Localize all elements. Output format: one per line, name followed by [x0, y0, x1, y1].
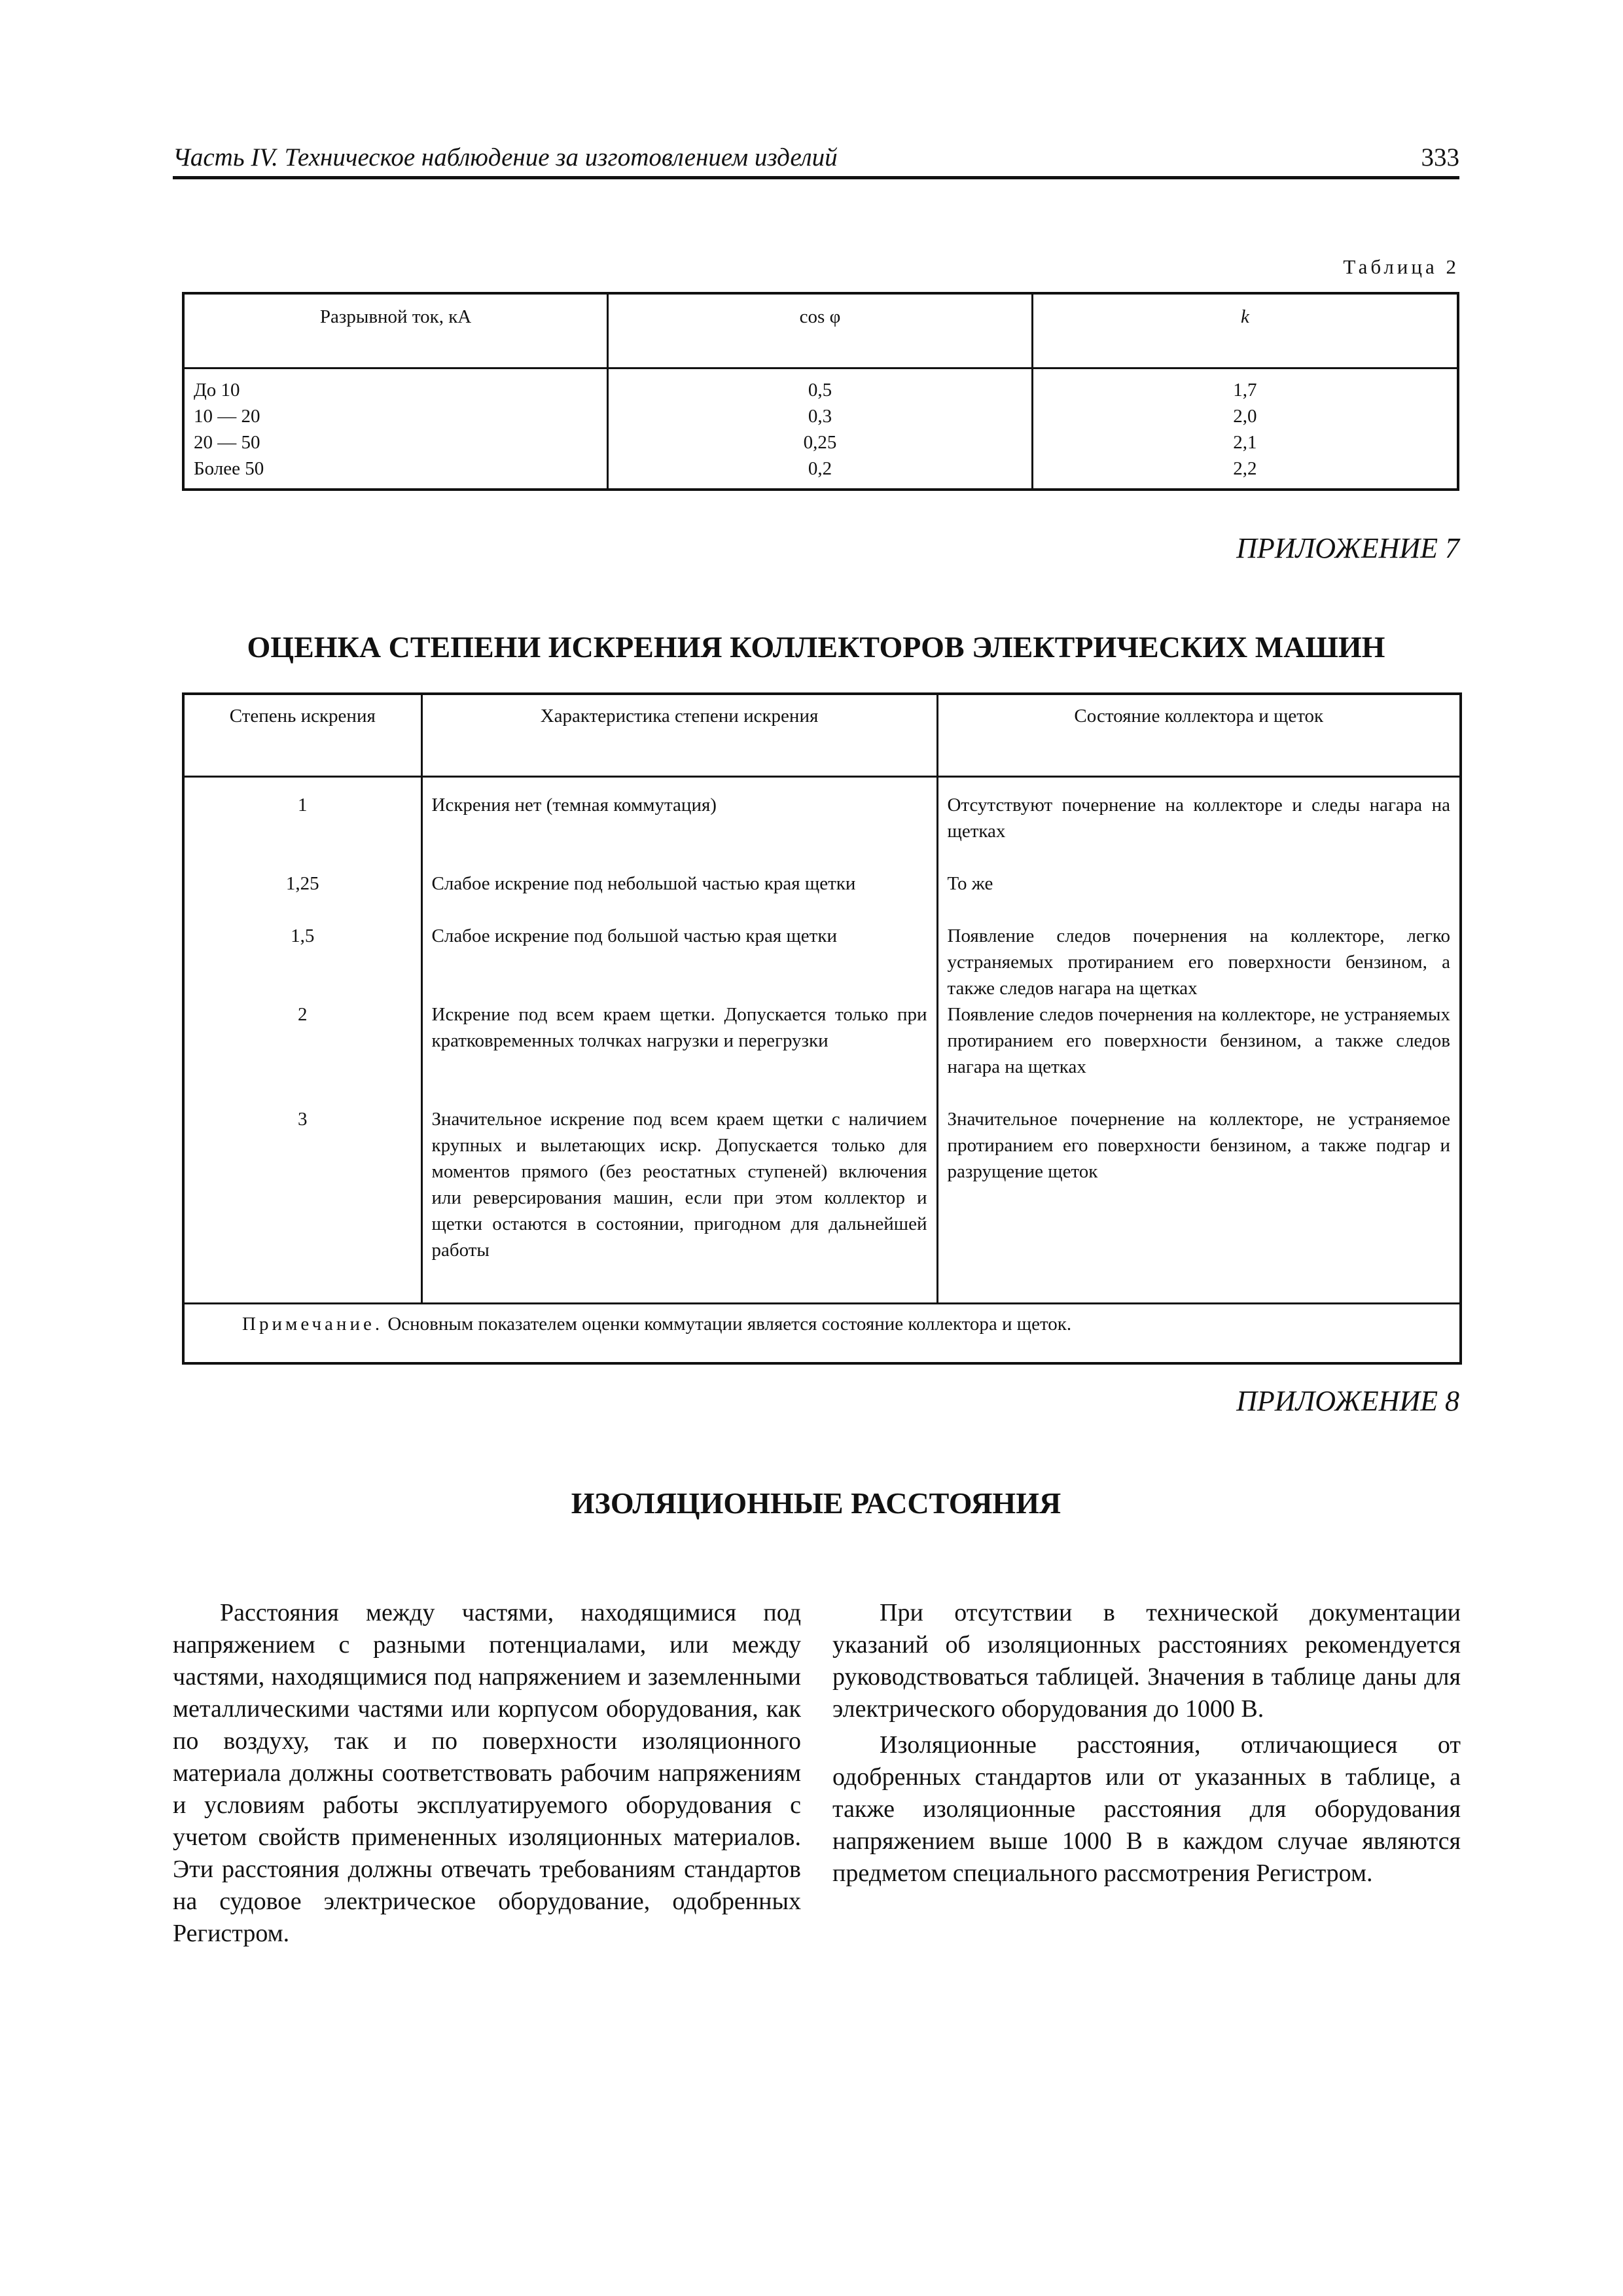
appendix7-label: ПРИЛОЖЕНИЕ 7 — [1236, 532, 1459, 564]
table-cell: 2,1 — [1233, 432, 1257, 453]
table2-header-k-text: k — [1240, 306, 1249, 327]
table-cell: 2,0 — [1233, 406, 1257, 427]
table-cell: 0,2 — [808, 458, 832, 479]
sparking-state: Появление следов почернения на коллекторе, легко устраняемых протиранием его поверхности бензином, а также следов нагара на щетках — [937, 923, 1461, 1001]
table2-header-current: Разрывной ток, кА — [183, 293, 608, 368]
sparking-characteristic: Искрения нет (темная коммутация) — [421, 777, 937, 871]
table-cell: 2,2 — [1233, 458, 1257, 479]
page-number: 333 — [1421, 143, 1459, 171]
sparking-header-degree: Степень искрения — [183, 694, 421, 777]
sparking-characteristic: Искрение под всем краем щетки. Допускается только при кратковременных толчках нагрузки и перегрузки — [421, 1001, 937, 1106]
appendix8-label: ПРИЛОЖЕНИЕ 8 — [1236, 1385, 1459, 1417]
table-row — [183, 870, 1461, 923]
table-cell: Более 50 — [194, 458, 264, 479]
table-note — [183, 1304, 1461, 1364]
sparking-characteristic: Значительное искрение под всем краем щетки с наличием крупных и вылетающих искр. Допускается только для моментов прямого (без реостатных ступеней) включения или реверсирования машин, если при этом коллектор и щетки остаются в состоянии, пригодном для дальнейшей работы — [421, 1106, 937, 1304]
left-text-column — [173, 1597, 801, 1954]
sparking-header-state: Состояние коллектора и щеток — [937, 694, 1461, 777]
sparking-degree: 3 — [183, 1106, 421, 1304]
sparking-degree: 1 — [183, 777, 421, 871]
table2-header-k — [1032, 293, 1458, 368]
table2 — [182, 292, 1459, 491]
table-cell: 20 — 50 — [194, 432, 260, 453]
table2-cos-column — [608, 368, 1033, 490]
sparking-degree: 2 — [183, 1001, 421, 1106]
table-row — [183, 1106, 1461, 1304]
table-note-row — [183, 1304, 1461, 1364]
sparking-characteristic: Слабое искрение под большой частью края щетки — [421, 923, 937, 1001]
table-cell: До 10 — [194, 380, 240, 401]
appendix8-title: ИЗОЛЯЦИОННЫЕ РАССТОЯНИЯ — [571, 1486, 1061, 1520]
table-cell: 10 — 20 — [194, 406, 260, 427]
table2-header-cos: cos φ — [608, 293, 1033, 368]
right-text-column — [832, 1597, 1461, 1893]
sparking-state: Отсутствуют почернение на коллекторе и следы нагара на щетках — [937, 777, 1461, 871]
header-rule — [173, 176, 1459, 179]
sparking-degree: 1,5 — [183, 923, 421, 1001]
paragraph: Изоляционные расстояния, отличающиеся от одобренных стандартов или от указанных в таблице, а также изоляционные расстояния для оборудования напряжением выше 1000 В в каждом случае являются предметом специального рассмотрения Регистром. — [832, 1731, 1461, 1887]
table-row — [183, 777, 1461, 871]
table-row — [183, 1001, 1461, 1106]
sparking-degree: 1,25 — [183, 870, 421, 923]
note-text: Основным показателем оценки коммутации является состояние коллектора и щеток. — [387, 1314, 1072, 1335]
note-label: Примечание. — [242, 1314, 383, 1335]
table-row — [183, 368, 1458, 490]
table2-caption: Таблица 2 — [1343, 255, 1459, 278]
sparking-header-characteristic: Характеристика степени искрения — [421, 694, 937, 777]
sparking-state: Появление следов почернения на коллекторе, не устраняемых протиранием его поверхности бензином, а также следов нагара на щетках — [937, 1001, 1461, 1106]
table-cell: 0,5 — [808, 380, 832, 401]
table2-k-column — [1032, 368, 1458, 490]
sparking-state: Значительное почернение на коллекторе, не устраняемое протиранием его поверхности бензином, а также подгар и разрущение щеток — [937, 1106, 1461, 1304]
table-cell: 0,25 — [803, 432, 837, 453]
sparking-characteristic: Слабое искрение под небольшой частью края щетки — [421, 870, 937, 923]
sparking-state: То же — [937, 870, 1461, 923]
table-row — [183, 923, 1461, 1001]
table-cell: 1,7 — [1233, 380, 1257, 401]
table2-current-column — [183, 368, 608, 490]
paragraph: При отсутствии в технической документации указаний об изоляционных расстояниях рекомендуется руководствоваться таблицей. Значения в таблице даны для электрического оборудования до 1000 В. — [832, 1599, 1461, 1723]
appendix7-title: ОЦЕНКА СТЕПЕНИ ИСКРЕНИЯ КОЛЛЕКТОРОВ ЭЛЕКТРИЧЕСКИХ МАШИН — [247, 630, 1385, 664]
paragraph: Расстояния между частями, находящимися под напряжением с разными потенциалами, или между частями, находящимися под напряжением и заземленными металлическими частями или корпусом оборудования, как по воздуху, так и по поверхности изоляционного материала должны соответствовать рабочим напряжениям и условиям работы эксплуатируемого оборудования с учетом свойств примененных изоляционных материалов. Эти расстояния должны отвечать требованиям стандартов на судовое электрическое оборудование, одобренных Регистром. — [173, 1599, 801, 1947]
sparking-table — [182, 692, 1462, 1365]
table-cell: 0,3 — [808, 406, 832, 427]
running-header-title: Часть IV. Техническое наблюдение за изготовлением изделий — [173, 143, 838, 171]
